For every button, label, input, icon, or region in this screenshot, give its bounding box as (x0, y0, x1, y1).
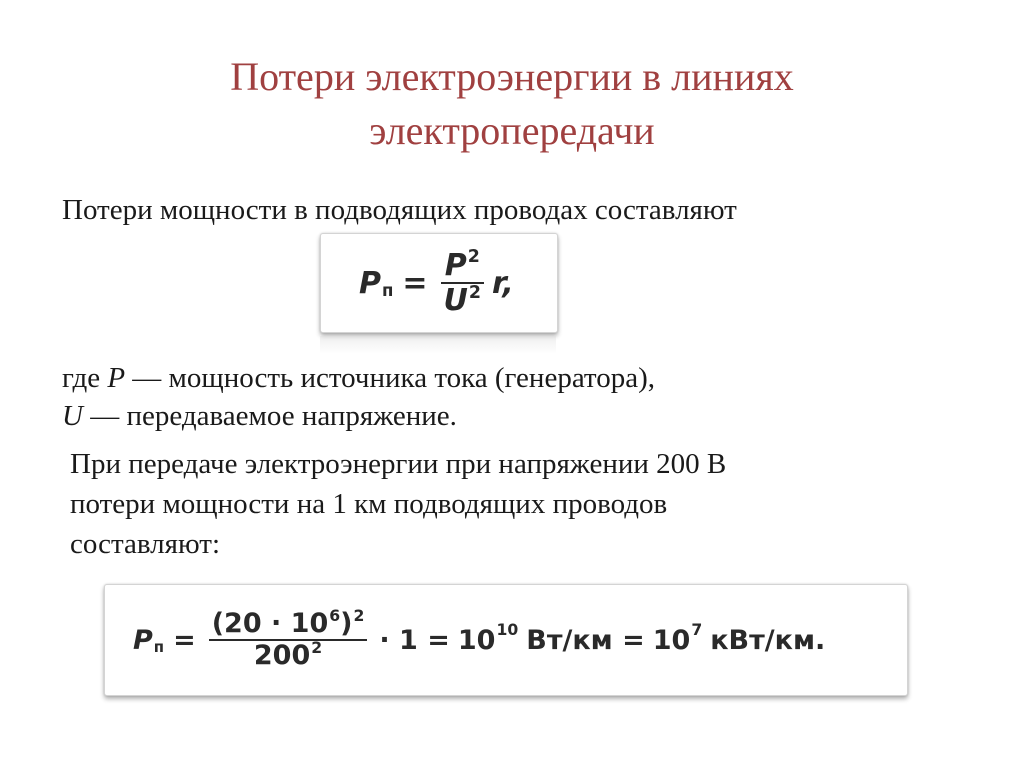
formula-calculation (104, 584, 908, 696)
definition-var-p: P (107, 362, 126, 394)
intro-text: Потери мощности в подводящих проводах составляют (62, 194, 737, 226)
formula2-fraction (209, 605, 368, 671)
paragraph-line-3: составляют: (70, 528, 220, 560)
definition-prefix: где (62, 362, 108, 394)
formula-fraction (441, 247, 484, 318)
denominator-exponent-2: 2 (311, 638, 323, 658)
slide-title (0, 50, 1024, 158)
formula-resistance: r, (492, 265, 514, 301)
paragraph-line-1: При передаче электроэнергии при напряжении 200 В (70, 448, 727, 480)
fraction-numerator (442, 247, 483, 283)
formula2-lhs-subscript: п (153, 637, 165, 656)
numerator-exponent: 2 (467, 247, 480, 268)
formula-power-loss (320, 233, 558, 333)
numerator-base: (20 · 10 (211, 607, 329, 639)
title-line-1: Потери электроэнергии в линиях (230, 54, 794, 99)
paragraph-line-2: потери мощности на 1 км подводящих проводов (70, 488, 668, 520)
formula-lhs-subscript: п (382, 280, 394, 300)
formula2-result-1: 10 (457, 624, 496, 656)
denominator-base: 200 (253, 640, 311, 671)
formula2-lhs: P (133, 624, 153, 656)
definition-u (62, 396, 457, 436)
formula2-result-2-exponent: 7 (691, 619, 703, 639)
definition-var-u: U (62, 400, 83, 432)
title-line-2: электропередачи (369, 108, 655, 153)
formula-equals: = (402, 265, 428, 301)
formula2-equals: = (173, 624, 196, 656)
formula-power-loss-row (359, 247, 514, 319)
definition-p (62, 358, 655, 398)
formula2-numerator (209, 605, 368, 639)
numerator-inner-exponent: 6 (329, 605, 341, 625)
formula2-denominator (251, 638, 325, 671)
definition-text-p: — мощность источника тока (генератора), (125, 362, 656, 394)
formula2-result-1-unit: Вт/км = (526, 624, 645, 656)
denominator-exponent: 2 (468, 282, 482, 303)
fraction-denominator (441, 282, 484, 318)
definition-text-u: — передаваемое напряжение. (82, 400, 457, 432)
formula-calculation-row (133, 603, 825, 677)
formula2-result-2: 10 (652, 624, 691, 656)
formula2-multiply: · 1 = (379, 624, 450, 656)
numerator-outer-exponent: 2 (353, 605, 365, 625)
formula2-result-2-unit: кВт/км. (710, 624, 826, 656)
formula-lhs: P (359, 265, 381, 301)
numerator-var: P (444, 247, 467, 283)
formula-reflection (320, 336, 556, 354)
denominator-var: U (443, 283, 468, 318)
formula2-result-1-exponent: 10 (496, 619, 519, 639)
numerator-close-paren: ) (340, 607, 353, 639)
